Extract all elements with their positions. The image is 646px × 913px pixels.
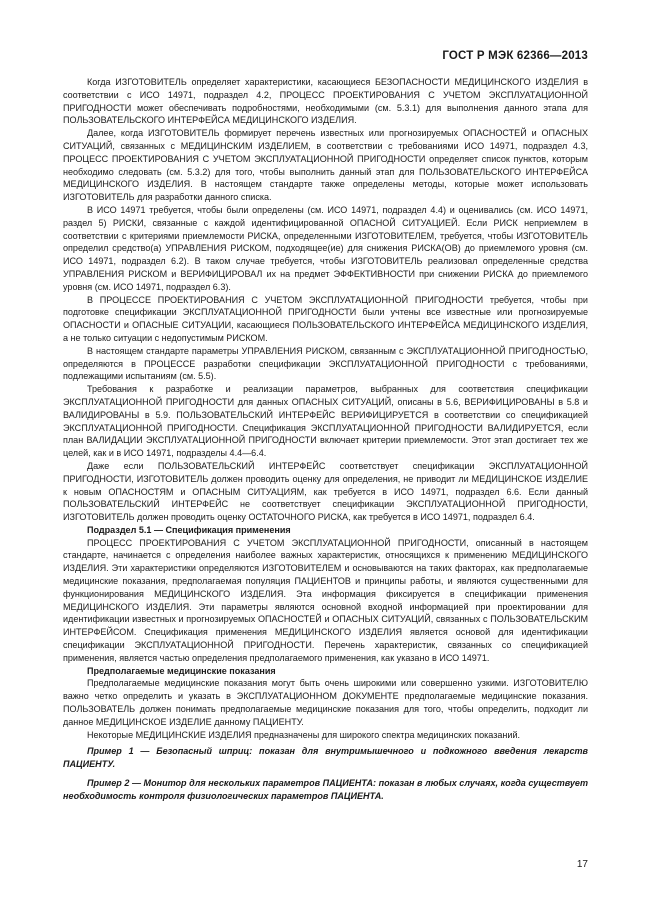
- paragraph: Некоторые МЕДИЦИНСКИЕ ИЗДЕЛИЯ предназначены для широкого спектра медицинских показаний.: [87, 729, 521, 740]
- paragraph: ПРОЦЕСС ПРОЕКТИРОВАНИЯ С УЧЕТОМ ЭКСПЛУАТАЦИОННОЙ ПРИГОДНОСТИ, описанный в настоящем стандарте, начинается с определения наиболее важных характеристик, относящихся к применению МЕДИЦИНСКОГО ИЗДЕЛИЯ. Эти характеристики определяются ИЗГОТОВИТЕЛЕМ и основываются на таких факторах, как предполагаемые медицинские показания, предполагаемая популяция ПАЦИЕНТОВ и принципы работы, и являются существенными для функционирования МЕДИЦИНСКОГО ИЗДЕЛИЯ. Эта информация фиксируется в спецификации применения МЕДИЦИНСКОГО ИЗДЕЛИЯ. Эти параметры являются основной входной информацией при проектировании для идентификации известных и прогнозируемых ОПАСНОСТЕЙ и ОПАСНЫХ СИТУАЦИЙ, связанных с ПОЛЬЗОВАТЕЛЬСКИМ ИНТЕРФЕЙСОМ. Спецификация применения МЕДИЦИНСКОГО ИЗДЕЛИЯ является основой для идентификации спецификации ЭКСПЛУАТАЦИОННОЙ ПРИГОДНОСТИ. Перечень характеристик, связанных со спецификацией применения, является частью определения предполагаемого применения, как указано в ИСО 14971.: [63, 537, 588, 663]
- example-2: Пример 2 — Монитор для нескольких параметров ПАЦИЕНТА: показан в любых случаях, когда существует необходимость контроля физиологических параметров ПАЦИЕНТА.: [63, 778, 588, 801]
- paragraph: В ИСО 14971 требуется, чтобы были определены (см. ИСО 14971, подраздел 4.4) и оценивались (см. ИСО 14971, раздел 5) РИСКИ, связанные с каждой идентифицированной ОПАСНОЙ СИТУАЦИЕЙ. Если РИСК неприемлем в соответствии с критериями приемлемости РИСКА, определенными ИЗГОТОВИТЕЛЕМ, требуется, чтобы ИЗГОТОВИТЕЛЬ определил средство(а) УПРАВЛЕНИЯ РИСКОМ, подходящее(ие) для снижения РИСКА(ОВ) до приемлемого уровня (см. ИСО 14971, подраздел 6.2). В таком случае требуется, чтобы ИЗГОТОВИТЕЛЬ реализовал определенные средства УПРАВЛЕНИЯ РИСКОМ и ВЕРИФИЦИРОВАЛ их на предмет ЭФФЕКТИВНОСТИ при снижении РИСКА до приемлемого уровня (см. ИСО 14971, подраздел 6.3).: [63, 204, 588, 292]
- page-number: 17: [576, 859, 588, 870]
- standard-designation: ГОСТ Р МЭК 62366—2013: [442, 50, 588, 62]
- document-body: [63, 76, 588, 803]
- paragraph: Предполагаемые медицинские показания могут быть очень широкими или совершенно узкими. ИЗГОТОВИТЕЛЮ важно четко определить и указать в ЭКСПЛУАТАЦИОННОМ ДОКУМЕНТЕ предполагаемые медицинские показания. ПОЛЬЗОВАТЕЛЬ должен понимать предполагаемые медицинские показания для того, чтобы определить, подходит ли данное МЕДИЦИНСКОЕ ИЗДЕЛИЕ данному ПАЦИЕНТУ.: [63, 678, 588, 727]
- subsection-heading: Подраздел 5.1 — Спецификация применения: [87, 524, 291, 535]
- paragraph: Когда ИЗГОТОВИТЕЛЬ определяет характеристики, касающиеся БЕЗОПАСНОСТИ МЕДИЦИНСКОГО ИЗДЕЛИЯ в соответствии с ИСО 14971, подраздел 4.2, ПРОЦЕСС ПРОЕКТИРОВАНИЯ С УЧЕТОМ ЭКСПЛУАТАЦИОННОЙ ПРИГОДНОСТИ может обеспечивать подробностями, необходимыми (см. 5.3.1) для выполнения данного этапа для ПОЛЬЗОВАТЕЛЬСКОГО ИНТЕРФЕЙСА МЕДИЦИНСКОГО ИЗДЕЛИЯ.: [63, 77, 588, 126]
- paragraph: Даже если ПОЛЬЗОВАТЕЛЬСКИЙ ИНТЕРФЕЙС соответствует спецификации ЭКСПЛУАТАЦИОННОЙ ПРИГОДНОСТИ, ИЗГОТОВИТЕЛЬ должен проводить оценку для определения, не приводит ли МЕДИЦИНСКОЕ ИЗДЕЛИЕ к новым ОПАСНОСТЯМ и ОПАСНЫМ СИТУАЦИЯМ, как требуется в ИСО 14971, подраздел 6.6. Если данный ПОЛЬЗОВАТЕЛЬСКИЙ ИНТЕРФЕЙС не соответствует спецификации ЭКСПЛУАТАЦИОННОЙ ПРИГОДНОСТИ, ИЗГОТОВИТЕЛЬ должен проводить оценку ОСТАТОЧНОГО РИСКА, как требуется в ИСО 14971, подраздел 6.4.: [63, 460, 588, 523]
- example-1: Пример 1 — Безопасный шприц: показан для внутримышечного и подкожного введения лекарств ПАЦИЕНТУ.: [63, 746, 588, 770]
- paragraph: В ПРОЦЕССЕ ПРОЕКТИРОВАНИЯ С УЧЕТОМ ЭКСПЛУАТАЦИОННОЙ ПРИГОДНОСТИ требуется, чтобы при подготовке спецификации ЭКСПЛУАТАЦИОННОЙ ПРИГОДНОСТИ были учтены все известные или прогнозируемые ОПАСНОСТИ и ОПАСНЫЕ СИТУАЦИИ, касающиеся ПОЛЬЗОВАТЕЛЬСКОГО ИНТЕРФЕЙСА МЕДИЦИНСКОГО ИЗДЕЛИЯ, а не только ситуации с недопустимым РИСКОМ.: [63, 294, 588, 343]
- indications-heading: Предполагаемые медицинские показания: [87, 665, 276, 676]
- paragraph: В настоящем стандарте параметры УПРАВЛЕНИЯ РИСКОМ, связанным с ЭКСПЛУАТАЦИОННОЙ ПРИГОДНОСТЬЮ, определяются в ПРОЦЕССЕ разработки спецификации ЭКСПЛУАТАЦИОННОЙ ПРИГОДНОСТИ с требованиями, подлежащими испытаниям (см. 5.5).: [63, 345, 588, 382]
- paragraph: Требования к разработке и реализации параметров, выбранных для соответствия спецификации ЭКСПЛУАТАЦИОННОЙ ПРИГОДНОСТИ для данных ОПАСНЫХ СИТУАЦИЙ, описаны в 5.6, ВЕРИФИЦИРОВАНЫ в 5.8 и ВАЛИДИРОВАНЫ в 5.9. ПОЛЬЗОВАТЕЛЬСКИЙ ИНТЕРФЕЙС ВЕРИФИЦИРУЕТСЯ в соответствии со спецификацией ЭКСПЛУАТАЦИОННОЙ ПРИГОДНОСТИ. Спецификация ЭКСПЛУАТАЦИОННОЙ ПРИГОДНОСТИ ВАЛИДИРУЕТСЯ, если план ВАЛИДАЦИИ ЭКСПЛУАТАЦИОННОЙ ПРИГОДНОСТИ включает критерии приемлемости. Этот этап достигает тех же целей, как и в ИСО 14971, подразделы 4.4—6.4.: [63, 384, 588, 459]
- paragraph: Далее, когда ИЗГОТОВИТЕЛЬ формирует перечень известных или прогнозируемых ОПАСНОСТЕЙ и ОПАСНЫХ СИТУАЦИЙ, связанных с МЕДИЦИНСКИМ ИЗДЕЛИЕМ, в соответствии с требованиями ИСО 14971, подраздел 4.3, ПРОЦЕСС ПРОЕКТИРОВАНИЯ С УЧЕТОМ ЭКСПЛУАТАЦИОННОЙ ПРИГОДНОСТИ определяет список пунктов, которым необходимо следовать (см. 5.3.2) для того, чтобы выполнить данный этап для ПОЛЬЗОВАТЕЛЬСКОГО ИНТЕРФЕЙСА МЕДИЦИНСКОГО ИЗДЕЛИЯ. В настоящем стандарте также определены методы, которые может использовать ИЗГОТОВИТЕЛЬ для разработки данного списка.: [63, 128, 588, 203]
